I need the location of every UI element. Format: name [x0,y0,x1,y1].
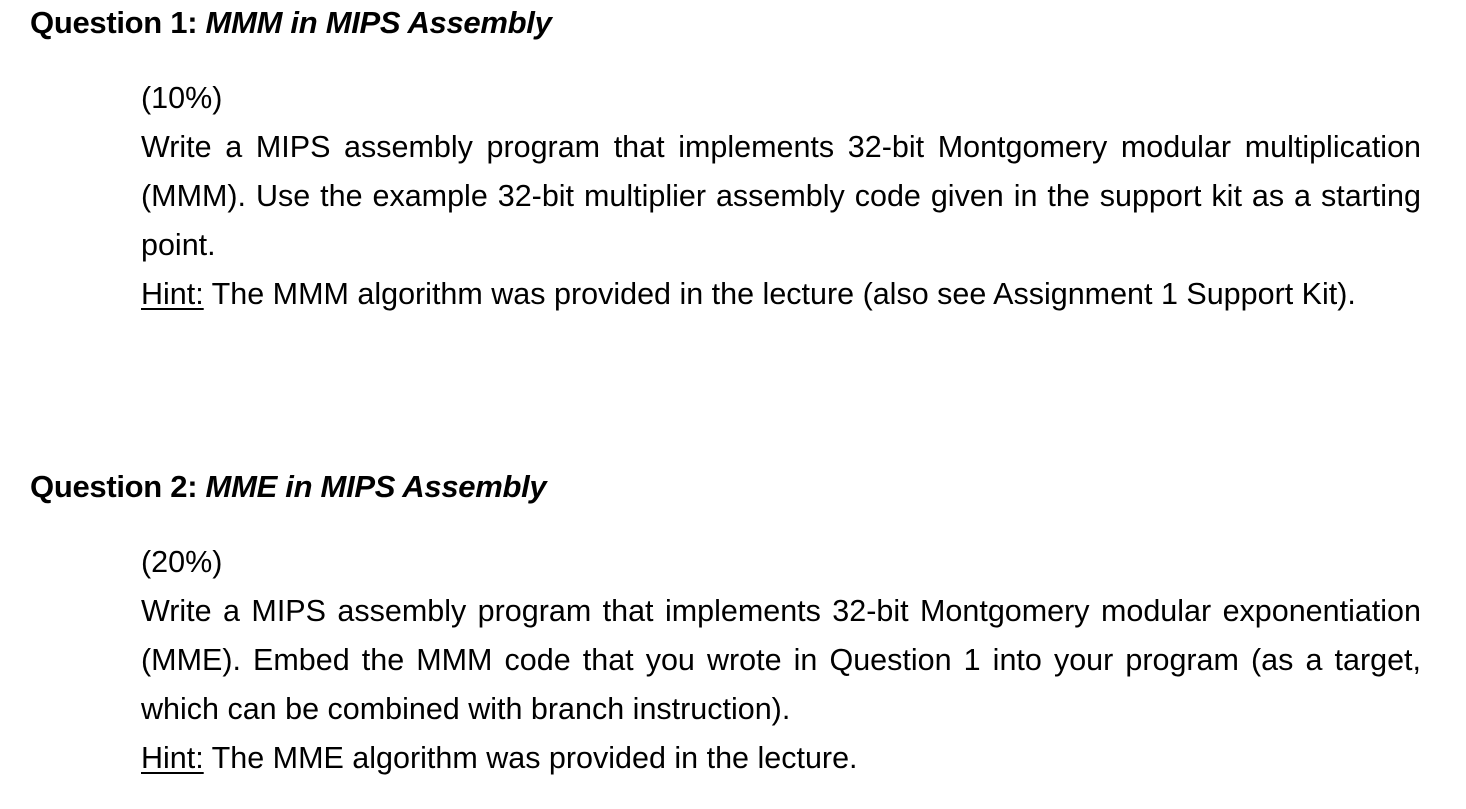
question-1-heading [30,3,552,43]
question-2-text: Write a MIPS assembly program that implements 32-bit Montgomery modular exponentiation (MME). Embed the MMM code that you wrote in Question 1 into your program (as a target, which can be combined with branch instruction). [141,594,1421,726]
question-2-title: MME in MIPS Assembly [205,469,547,504]
question-1-label: Question 1: [30,5,198,40]
question-1-text: Write a MIPS assembly program that implements 32-bit Montgomery modular multiplication (MMM). Use the example 32-bit multiplier assembly code given in the support kit as a starting point. [141,130,1421,262]
question-2-hint-label: Hint: [141,741,204,775]
question-2-heading [30,467,546,507]
question-2-label: Question 2: [30,469,198,504]
question-1-title: MMM in MIPS Assembly [205,5,552,40]
question-2-weight: (20%) [141,545,223,579]
question-1-body [141,74,1421,319]
question-1-hint [141,270,1421,319]
question-2-hint-text: The MME algorithm was provided in the lecture. [203,741,858,775]
question-1-weight: (10%) [141,81,223,115]
question-2-body [141,538,1421,783]
question-1-hint-text: The MMM algorithm was provided in the lecture (also see Assignment 1 Support Kit). [203,277,1356,311]
question-1-hint-label: Hint: [141,277,204,311]
question-2-hint [141,734,1421,783]
